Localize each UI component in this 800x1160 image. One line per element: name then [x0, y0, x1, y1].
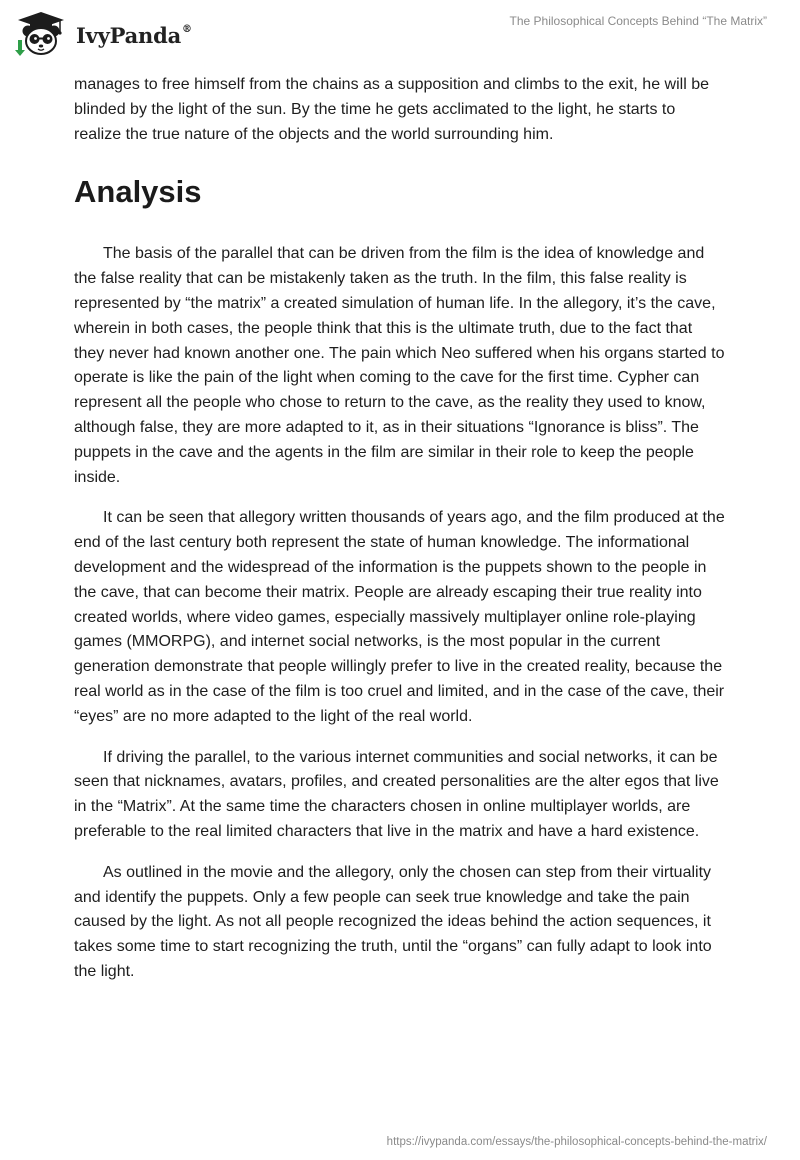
intro-paragraph: manages to free himself from the chains as a supposition and climbs to the exit, he will be blinded by the light of the sun. By the time he gets acclimated to the light, he starts to realize the true nature of the objects and the world surrounding him. [74, 76, 709, 143]
section-heading: Analysis [74, 174, 202, 210]
logo-wordmark [76, 23, 192, 48]
body-paragraph: It can be seen that allegory written thousands of years ago, and the film produced at the end of the last century both represent the state of human knowledge. The informational development and the widespread of the information is the puppets shown to the people in the cave, that can become their matrix. People are already escaping their true reality into created worlds, where video games, especially massively multiplayer online role-playing games (MMORPG), and internet social networks, is the most popular in the current generation demonstrate that people willingly prefer to live in the created reality, because the real world as in the case of the film is too cruel and limited, and in the case of the cave, their “eyes” are no more adapted to the light of the real world. [74, 509, 725, 725]
registered-mark: ® [182, 23, 192, 35]
body-paragraph: As outlined in the movie and the allegory, only the chosen can step from their virtuality and identify the puppets. Only a few people can seek true knowledge and take the pain caused by the light. As not all people recognized the ideas behind the action sequences, it takes some time to start recognizing the truth, until the “organs” can fully adapt to look into the light. [74, 863, 712, 980]
page-header [0, 0, 800, 70]
logo-wordmark-text: IvyPanda [76, 22, 182, 48]
body-paragraph: If driving the parallel, to the various internet communities and social networks, it can be seen that nicknames, avatars, profiles, and created personalities are the alter egos that live in the “Matrix”. At the same time the characters chosen in online multiplayer worlds, are preferable to the real limited characters that live in the matrix and have a hard existence. [74, 748, 719, 840]
source-url[interactable]: https://ivypanda.com/essays/the-philosophical-concepts-behind-the-matrix/ [386, 1136, 767, 1148]
body-paragraph: The basis of the parallel that can be driven from the film is the idea of knowledge and the false reality that can be mistakenly taken as the truth. In the film, this false reality is represented by “the matrix” a created simulation of human life. In the allegory, it’s the cave, wherein in both cases, the people think that this is the ultimate truth, due to the fact that they never had known another one. The pain which Neo suffered when his organs started to operate is like the pain of the light when coming to the cave for the first time. Cypher can represent all the people who chose to return to the cave, as the reality they used to know, although false, they are more adapted to it, as in their situations “Ignorance is bliss”. The puppets in the cave and the agents in the film are similar in their role to keep the people inside. [74, 245, 725, 486]
panda-graduate-icon [14, 10, 68, 58]
essay-body [74, 73, 726, 985]
document-title: The Philosophical Concepts Behind “The Matrix” [509, 14, 767, 28]
site-logo[interactable] [14, 10, 192, 58]
